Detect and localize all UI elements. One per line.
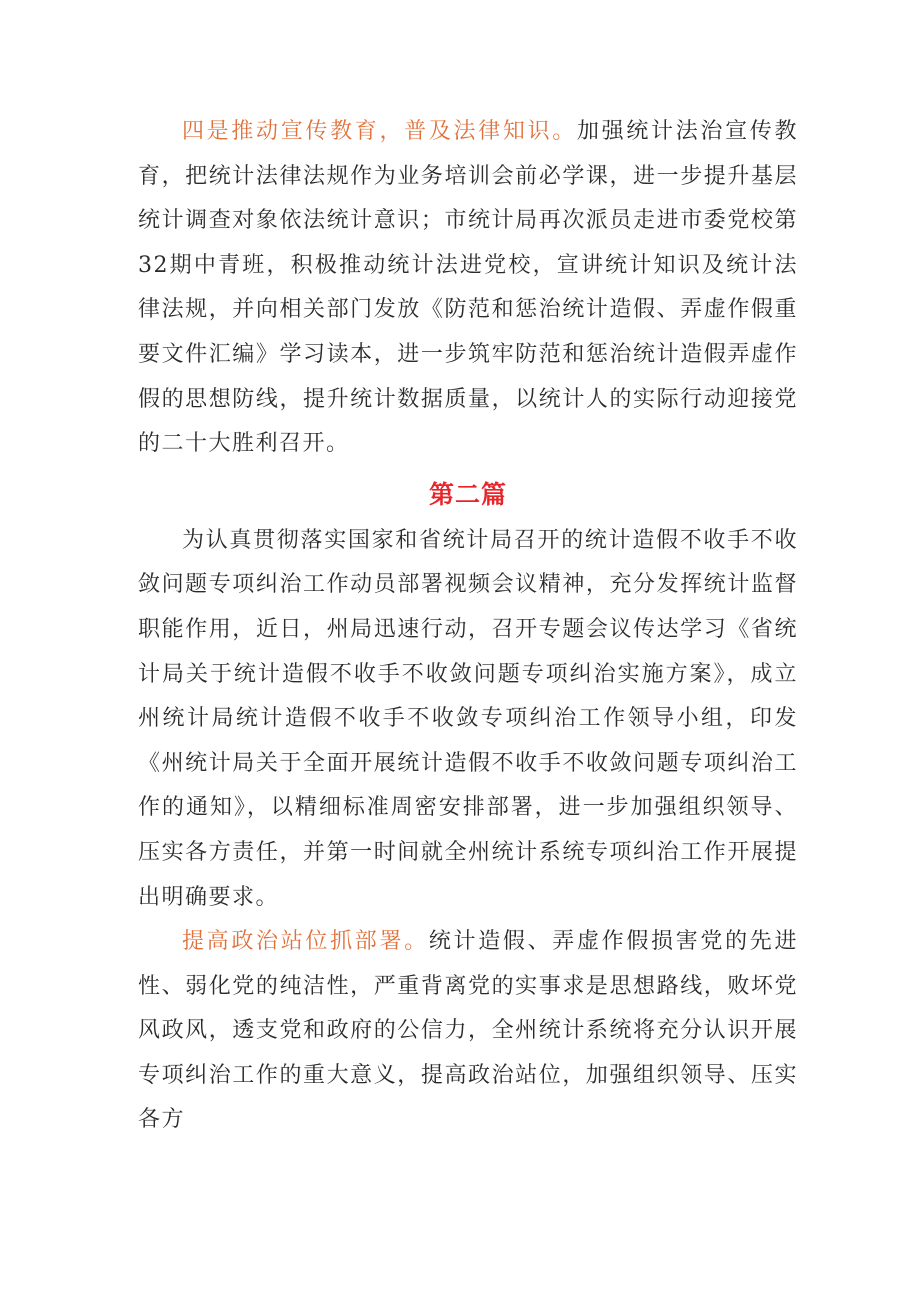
- paragraph-body-text: 为认真贯彻落实国家和省统计局召开的统计造假不收手不收敛问题专项纠治工作动员部署视频会议精神，充分发挥统计监督职能作用，近日，州局迅速行动，召开专题会议传达学习《省统计局关于统计造假不收手不收敛问题专项纠治实施方案》，成立州统计局统计造假不收手不收敛专项纠治工作领导小组，印发《州统计局关于全面开展统计造假不收手不收敛问题专项纠治工作的通知》，以精细标准周密安排部署，进一步加强组织领导、压实各方责任，并第一时间就全州统计系统专项纠治工作开展提出明确要求。: [138, 527, 798, 910]
- paragraph-political-stance: [138, 920, 798, 1143]
- paragraph-promote-education: [138, 110, 798, 467]
- document-content: [138, 110, 798, 1143]
- paragraph-intro: [138, 519, 798, 920]
- paragraph-body-text: 统计造假、弄虚作假损害党的先进性、弱化党的纯洁性，严重背离党的实事求是思想路线，败坏党风政风，透支党和政府的公信力，全州统计系统将充分认识开展专项纠治工作的重大意义，提高政治站位，加强组织领导、压实各方: [138, 929, 798, 1133]
- section-title: 第二篇: [428, 479, 507, 509]
- paragraph-lead-heading: 提高政治站位抓部署。: [182, 929, 429, 955]
- paragraph-lead-heading: 四是推动宣传教育，普及法律知识。: [182, 119, 577, 144]
- paragraph-body-text: 加强统计法治宣传教育，把统计法律法规作为业务培训会前必学课，进一步提升基层统计调查对象依法统计意识；市统计局再次派员走进市委党校第32期中青班，积极推动统计法进党校，宣讲统计知识及统计法律法规，并向相关部门发放《防范和惩治统计造假、弄虚作假重要文件汇编》学习读本，进一步筑牢防范和惩治统计造假弄虚作假的思想防线，提升统计数据质量，以统计人的实际行动迎接党的二十大胜利召开。: [138, 119, 798, 457]
